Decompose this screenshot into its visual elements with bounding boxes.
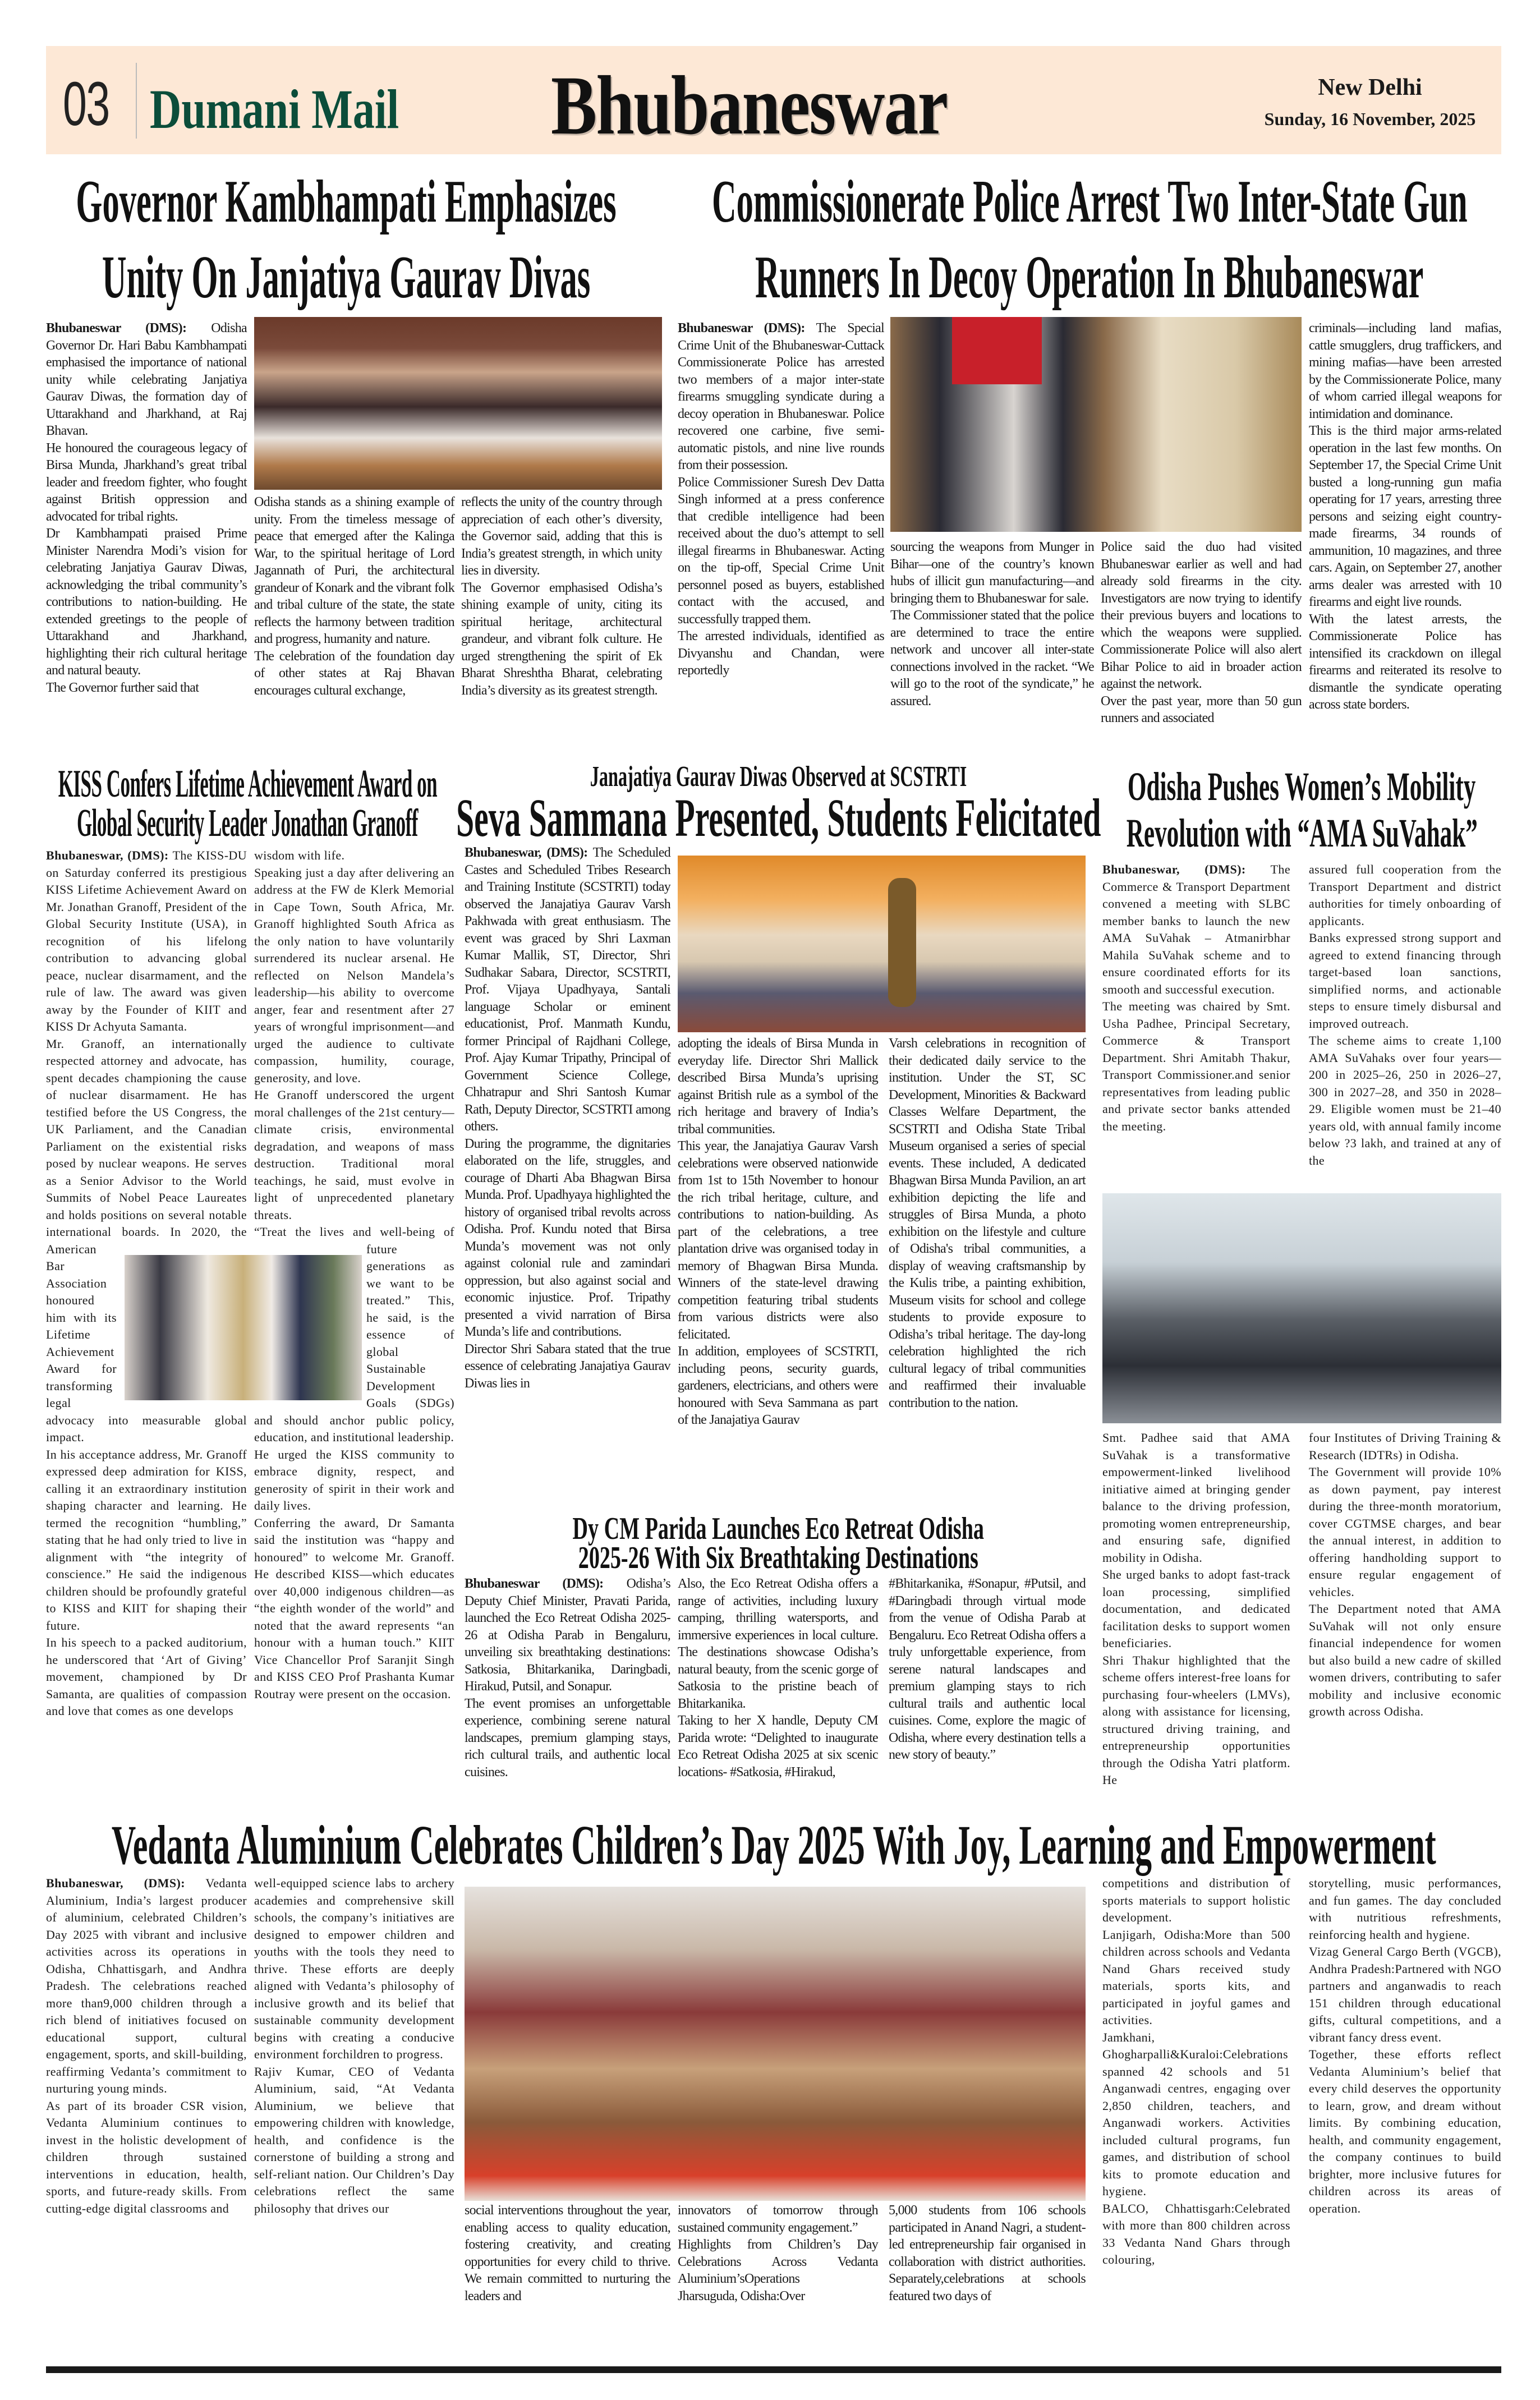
paragraph: BALCO, Chhattisgarh:Celebrated with more than 800 children across 33 Vedanta Nand Ghars through colouring, <box>1102 2201 1290 2266</box>
paragraph: In his speech to a packed auditorium, he underscored that ‘Art of Giving’ movement, championed by Dr Samanta, are qualities of compassion and love that comes as one develops <box>46 1635 247 1718</box>
paragraph: Varsh celebrations in recognition of their dedicated daily service to the institution. Under the ST, SC Development, Minorities & Backward Classes Welfare Department, the SCSTRTI and Odisha State Tribal Museum organised a series of special events. These included, A dedicated Bhagwan Birsa Munda Pavilion, an art exhibition depicting the life and struggles of Birsa Munda, a photo exhibition on the lifestyle and culture of Odisha's tribal communities, a display of weaving craftsmanship by the Kulis tribe, a painting exhibition, Museum visits for school and college students to provide exposure to Odisha’s tribal heritage. The day-long celebration highlighted the rich cultural legacy of tribal communities and reaffirmed their invaluable contribution to the nation. <box>889 1036 1086 1410</box>
paragraph: He Granoff underscored the urgent moral challenges of the 21st century—climate crisis, environmental degradation, and weapons of mass destruction. Traditional moral teachings, he said, must evolve in light of unprecedented planetary threats. <box>254 1088 454 1222</box>
paragraph: She urged banks to adopt fast-track loan processing, simplified documentation, and dedicated facilitation desks to support women beneficiaries. <box>1102 1567 1290 1650</box>
paragraph: Also, the Eco Retreat Odisha offers a range of activities, including luxury camping, thrilling watersports, and immersive experiences in local culture. The destinations showcase Odisha’s natural beauty, from the scenic gorge of Satkosia to the pristine beach of Bhitarkanika. <box>678 1576 878 1711</box>
paragraph: Jamkhani, Ghogharpalli&Kuraloi:Celebrations spanned 42 schools and 51 Anganwadi centres, engaging over 2,850 children, teachers, and Anganwadi workers. Activities included cultural programs, fun games, and distribution of school kits to promote education and hygiene. <box>1102 2030 1290 2198</box>
dateline: Bhubaneswar, (DMS): <box>465 845 588 860</box>
paragraph: Lanjigarh, Odisha:More than 500 children across schools and Vedanta Nand Ghars received study materials, sports kits, and participated in joyful games and activities. <box>1102 1927 1290 2027</box>
photo-meeting <box>1102 1193 1501 1423</box>
paragraph: The Governor emphasised Odisha’s shining example of unity, citing its spiritual heritage, architectural grandeur, and vibrant folk culture. He urged strengthening the spirit of Ek Bharat Shreshtha Bharat, celebrating India’s diversity as its greatest strength. <box>461 580 662 698</box>
article-column <box>1309 320 1501 714</box>
paragraph: Shri Thakur highlighted that the scheme offers interest-free loans for purchasing four-wheelers (LMVs), along with assistance for licensing, structured driving training, and entrepreneurship opportunities through the Odisha Yatri platform. He <box>1102 1653 1290 1787</box>
article-column <box>465 1575 670 1781</box>
article-column <box>889 1575 1086 1764</box>
paragraph: assured full cooperation from the Transport Department and district authorities for timely onboarding of applicants. <box>1309 862 1501 928</box>
paragraph: Vizag General Cargo Berth (VGCB), Andhra Pradesh:Partnered with NGO partners and anganwadis to reach 151 children through educational gifts, cultural competitions, and a vibrant fancy dress event. <box>1309 1944 1501 2044</box>
paragraph: criminals—including land mafias, cattle smugglers, drug traffickers, and mining mafias—have been arrested by the Commissionerate Police, many of whom carried illegal weapons for intimidation and dominance. <box>1309 321 1501 421</box>
paragraph: Together, these efforts reflect Vedanta Aluminium’s belief that every child deserves the opportunity to learn, grow, and dream without limits. By combining education, health, and community engagement, the company continues to build brighter, more inclusive futures for children across its areas of operation. <box>1309 2047 1501 2215</box>
paragraph: Jharsuguda, Odisha:Over <box>678 2288 805 2304</box>
paragraph: Police said the duo had visited Bhubaneswar earlier as well and had already sold firearms in the city. Investigators are now trying to identify their previous buyers and locations to which the weapons were supplied. Commissionerate Police will also alert Bihar Police to aid in broader action against the network. <box>1101 540 1302 691</box>
dateline: Bhubaneswar (DMS): <box>678 321 805 335</box>
dateline: Bhubaneswar, (DMS): <box>1102 862 1246 876</box>
paragraph: The celebration of the foundation day of other states at Raj Bhavan encourages cultural exchange, <box>254 649 454 698</box>
paragraph: “Treat the lives and well-being of future generations as we want to be treated.” This, he said, is the essence of global Sustainable Development Goals (SDGs) and should anchor public policy, education, and institutional leadership. <box>254 1225 454 1444</box>
paragraph: With the latest arrests, the Commissionerate Police has intensified its crackdown on illegal firearms and reiterated its resolve to dismantle the syndicate operating across state borders. <box>1309 612 1501 712</box>
paragraph: four Institutes of Driving Training & Research (IDTRs) in Odisha. <box>1309 1431 1501 1462</box>
headline-line-1: Odisha Pushes Women’s Mobility <box>1128 764 1476 809</box>
article-column <box>889 2202 1086 2305</box>
article-column <box>1309 1429 1501 1721</box>
paragraph: well-equipped science labs to archery academies and comprehensive skill schools, the company’s initiatives are designed to empower children and youths with the tools they need to thrive. These efforts are deeply aligned with Vedanta’s philosophy of inclusive growth and its belief that sustainable community development begins with creating a conducive environment forchildren to progress. <box>254 1876 454 2061</box>
dateline: Bhubaneswar, (DMS): <box>46 848 169 862</box>
photo-police-press-conference <box>890 317 1302 532</box>
paragraph: In addition, employees of SCSTRTI, including peons, security guards, gardeners, electricians, and others were honoured with Seva Sammana as part of the Janajatiya Gaurav <box>678 1344 878 1427</box>
headline-line-2: Global Security Leader Jonathan Granoff <box>77 802 418 845</box>
headline: Seva Sammana Presented, Students Felicitated <box>456 787 1101 848</box>
article-column <box>46 320 247 696</box>
paragraph: Banks expressed strong support and agreed to extend financing through target-based loan sanctions, simplified norms, and actionable steps to ensure timely disbursal and improved outreach. <box>1309 931 1501 1031</box>
paragraph: competitions and distribution of sports materials to support holistic development. <box>1102 1876 1290 1924</box>
page-number: 03 <box>63 70 109 139</box>
headline-line-2: Revolution with “AMA SuVahak” <box>1126 810 1478 856</box>
headline-line-1: Governor Kambhampati Emphasizes <box>76 168 617 235</box>
paragraph: Bhubaneswar (DMS): The Special Crime Unit of the Bhubaneswar-Cuttack Commissionerate Police has arrested two members of a major inter-state firearms smuggling syndicate during a decoy operation in Bhubaneswar. Police recovered one carbine, five semi-automatic pistols, and nine live rounds from their possession. <box>678 321 884 472</box>
article-column <box>461 494 662 699</box>
article-column <box>46 1875 247 2217</box>
paragraph: Dr Kambhampati praised Prime Minister Narendra Modi’s vision for celebrating Janjatiya Gaurav Diwas, acknowledging the tribal community’s contributions to nation-building. He extended greetings to the people of Uttarakhand and Jharkhand, highlighting their rich cultural heritage and natural beauty. <box>46 526 247 678</box>
article-column <box>1309 1875 1501 2217</box>
paragraph: Odisha stands as a shining example of unity. From the timeless message of peace that emerged after the Kalinga War, to the spiritual heritage of Lord Jagannath of Puri, the architectural grandeur of Konark and the vibrant folk and tribal culture of the state, the state reflects the harmony between tradition and progress, humanity and nature. <box>254 495 454 646</box>
photo-kiss-award <box>125 1255 362 1400</box>
article-column <box>254 494 454 699</box>
article-column <box>890 539 1094 710</box>
dateline: Bhubaneswar, (DMS): <box>46 1876 185 1890</box>
paragraph: Bhubaneswar, (DMS): Vedanta Aluminium, India’s largest producer of aluminium, celebrated Children’s Day 2025 with vibrant and inclusive activities across its operations in Odisha, Chhattisgarh, and Andhra Pradesh. The celebrations reached more than9,000 children through a rich blend of initiatives focused on educational support, cultural engagement, sports, and skill-building, reaffirming Vedanta’s commitment to nurturing young minds. <box>46 1876 247 2095</box>
article-column <box>678 1035 878 1429</box>
headline: Vedanta Aluminium Celebrates Children’s Day 2025 With Joy, Learning and Empowerment <box>111 1813 1436 1876</box>
paragraph: #Bhitarkanika, #Sonapur, #Putsil, and #Daringbadi through virtual mode from the venue of Odisha Parab at Bengaluru. Eco Retreat Odisha offers a truly unforgettable experience, from serene natural landscapes and premium glamping stays to rich cultural trails and authentic local cuisines. Come, explore the magic of Odisha, where every destination tells a new story of beauty.” <box>889 1576 1086 1762</box>
headline-line-2: 2025-26 With Six Breathtaking Destinations <box>578 1541 979 1575</box>
paragraph: This is the third major arms-related operation in the last few months. On September 17, the Special Crime Unit busted a long-running gun mafia operating for 17 years, arresting three persons and seizing eight country-made firearms, 34 rounds of ammunition, 10 magazines, and three cars. Again, on September 27, another arms dealer was arrested with 10 firearms and eight live rounds. <box>1309 424 1501 609</box>
paragraph: As part of its broader CSR vision, Vedanta Aluminium continues to invest in the holistic development of children through sustained interventions in education, health, sports, and future-ready skills. From cutting-edge digital classrooms and <box>46 2098 247 2215</box>
paragraph: innovators of tomorrow through sustained community engagement.” <box>678 2203 878 2235</box>
article-column <box>465 2202 670 2305</box>
article-column <box>678 2202 878 2305</box>
article-column <box>1102 861 1290 1135</box>
footer-rule <box>46 2366 1501 2373</box>
paragraph: The meeting was chaired by Smt. Usha Padhee, Principal Secretary, Commerce & Transport Department. Shri Amitabh Thakur, Transport Commissioner.and senior representatives from leading public and private sector banks attended the meeting. <box>1102 999 1290 1133</box>
dateline: Bhubaneswar (DMS): <box>465 1576 604 1591</box>
paragraph: 5,000 students from 106 schools participated in Anand Nagri, a student-led entrepreneurship fair organised in collaboration with district authorities. Separately,celebrations at schools featured two days of <box>889 2203 1086 2304</box>
paragraph: Bhubaneswar, (DMS): The Commerce & Transport Department convened a meeting with SLBC member banks to launch the new AMA SuVahak – Atmanirbhar Mahila SuVahak scheme and to ensure coordinated efforts for its smooth and successful execution. <box>1102 862 1290 996</box>
paragraph: The scheme aims to create 1,100 AMA SuVahaks over four years—200 in 2025–26, 250 in 2026–27, 300 in 2027–28, and 350 in 2028–29. Eligible women must be 21–40 years old, with annual family income below ?3 lakh, and trained at any of the <box>1309 1033 1501 1167</box>
headline-line-2: Unity On Janjatiya Gaurav Divas <box>102 244 591 311</box>
section-title: Bhubaneswar <box>551 59 948 152</box>
paragraph: Bhubaneswar (DMS): Odisha Governor Dr. Hari Babu Kambhampati emphasised the importance of national unity while celebrating Janjatiya Gaurav Diwas, the formation day of Uttarakhand and Jharkhand, at Raj Bhavan. <box>46 321 247 438</box>
paragraph: storytelling, music performances, and fun games. The day concluded with nutritious refreshments, reinforcing health and hygiene. <box>1309 1876 1501 1942</box>
headline-line-1: KISS Confers Lifetime Achievement Award on <box>58 762 437 806</box>
paragraph: Director Shri Sabara stated that the true essence of celebrating Janajatiya Gaurav Diwas lies in <box>465 1341 670 1391</box>
paragraph: Over the past year, more than 50 gun runners and associated <box>1101 693 1302 725</box>
paragraph: Speaking just a day after delivering an address at the FW de Klerk Memorial in Cape Town, South Africa, Mr. Granoff highlighted South Africa as the only nation to have voluntarily surrendered its nuclear arsenal. He reflected on Nelson Mandela’s leadership—his ability to overcome anger, fear and resentment after 27 years of wrongful imprisonment—and urged the audience to cultivate compassion, humility, courage, generosity, and love. <box>254 865 454 1085</box>
photo-governor-event <box>254 317 662 490</box>
newspaper-brand: Dumani Mail <box>150 78 399 140</box>
paragraph: The Commissioner stated that the police are determined to trace the entire network and uncover all inter-state connections involved in the racket. “We will go to the root of the syndicate,” he assured. <box>890 608 1094 709</box>
headline-line-1: Dy CM Parida Launches Eco Retreat Odisha <box>572 1511 985 1546</box>
paragraph: The Government will provide 10% as down payment, pay interest during the three-month moratorium, cover CGTMSE charges, and bear the annual interest, in addition to offering handholding support to ensure regular engagement of vehicles. <box>1309 1465 1501 1599</box>
article-column <box>465 844 670 1392</box>
paragraph: During the programme, the dignitaries elaborated on the life, struggles, and courage of Dharti Aba Bhagwan Birsa Munda. Prof. Upadhyaya highlighted the history of organised tribal revolts across Odisha. Prof. Kundu noted that Birsa Munda’s movement was not only against colonial rule and zamindari oppression, but also against social and economic injustice. Prof. Tripathy presented a vivid narration of Birsa Munda’s life and contributions. <box>465 1136 670 1339</box>
photo-scstrti-event <box>678 856 1086 1032</box>
paragraph: Taking to her X handle, Deputy CM Parida wrote: “Delighted to inaugurate Eco Retreat Odisha 2025 at six scenic locations- #Satkosia, #Hirakud, <box>678 1713 878 1780</box>
article-column <box>254 1875 454 2217</box>
paragraph: This year, the Janajatiya Gaurav Varsh celebrations were observed nationwide from 1st to 15th November to honour the rich tribal heritage, culture, and contributions to nation-building. As part of the celebrations, a tree plantation drive was organised today in memory of Bhagwan Birsa Munda. Winners of the state-level drawing competition featuring tribal students from various districts were also felicitated. <box>678 1139 878 1342</box>
paragraph: reflects the unity of the country through appreciation of each other’s diversity, the Governor said, adding that this is India’s greatest strength, in which unity lies in diversity. <box>461 495 662 578</box>
kicker: Janajatiya Gaurav Diwas Observed at SCSTRTI <box>590 760 967 793</box>
paragraph: Bhubaneswar (DMS): Odisha’s Deputy Chief Minister, Pravati Parida, launched the Eco Retreat Odisha 2025-26 at Odisha Parab in Bengaluru, unveiling six breathtaking destinations: Satkosia, Bhitarkanika, Daringbadi, Hirakud, Putsil, and Sonapur. <box>465 1576 670 1694</box>
photo-childrens-day <box>465 1887 1086 2201</box>
paragraph: The Department noted that AMA SuVahak will not only ensure financial independence for women but also build a new cadre of skilled women drivers, contributing to safer mobility and inclusive economic growth across Odisha. <box>1309 1602 1501 1718</box>
paragraph: Highlights from Children’s Day Celebrations Across Vedanta Aluminium’sOperations <box>678 2237 878 2286</box>
paragraph: Rajiv Kumar, CEO of Vedanta Aluminium, said, “At Vedanta Aluminium, we believe that empowering children with knowledge, health, and confidence is the cornerstone of building a strong and self-reliant nation. Our Children’s Day celebrations reflect the same philosophy that drives our <box>254 2064 454 2215</box>
paragraph: The Governor further said that <box>46 680 199 695</box>
paragraph: Police Commissioner Suresh Dev Datta Singh informed at a press conference that credible intelligence had been received about the duo’s attempt to sell illegal firearms in Bhubaneswar. Acting on the tip-off, Special Crime Unit personnel posed as buyers, established contact with the accused, and successfully trapped them. <box>678 475 884 627</box>
article-column <box>889 1035 1086 1412</box>
paragraph: adopting the ideals of Birsa Munda in everyday life. Director Shri Mallick described Birsa Munda’s uprising against British rule as a symbol of the rich heritage and bravery of India’s tribal communities. <box>678 1036 878 1137</box>
headline-line-1: Commissionerate Police Arrest Two Inter-State Gun <box>711 168 1468 235</box>
paragraph: Conferring the award, Dr Samanta said the institution was “happy and honoured” to welcome Mr. Granoff. He described KISS—which educates over 40,000 indigenous children—as “the eighth wonder of the world” and noted that the award represents “an honour with a human touch.” KIIT Vice Chancellor Prof Saranjit Singh and KISS CEO Prof Prashanta Kumar Routray were present on the occasion. <box>254 1515 454 1701</box>
seized-weapons-photo <box>952 317 1042 384</box>
article-column <box>1101 539 1302 727</box>
birsa-munda-statue <box>888 878 916 1007</box>
paragraph: The event promises an unforgettable experience, combining serene natural landscapes, premium glamping stays, rich cultural trails, and authentic local cuisines. <box>465 1696 670 1780</box>
article-column <box>1309 861 1501 1169</box>
paragraph: Bhubaneswar, (DMS): The Scheduled Castes and Scheduled Tribes Research and Training Institute (SCSTRTI) today observed the Janajatiya Gaurav Varsh Pakhwada with great enthusiasm. The event was graced by Shri Laxman Kumar Mallik, ST, Director, Shri Sudhakar Sabara, Director, SCSTRTI, Prof. Vijaya Upadhyaya, Santali language Scholar or eminent educationist, Prof. Manmath Kundu, former Principal of Rajdhani College, Prof. Ajay Kumar Tripathy, Principal of Government Science College, Chhatrapur and Shri Santosh Kumar Rath, Deputy Director, SCSTRTI among others. <box>465 845 670 1134</box>
paragraph: Mr. Granoff, an internationally respected attorney and advocate, has spent decades championing the cause of nuclear disarmament. He has testified before the US Congress, the UK Parliament, and the Canadian Parliament on the existential risks posed by nuclear weapons. He serves as a Senior Advisor to the World Summits of Nobel Peace Laureates and holds positions on several notable international boards. In 2020, the American Bar Association honoured him with its Lifetime Achievement Award for transforming legal advocacy into measurable global impact. <box>46 1036 247 1444</box>
paragraph: Bhubaneswar, (DMS): The KISS-DU on Saturday conferred its prestigious KISS Lifetime Achievement Award on Mr. Jonathan Granoff, President of the Global Security Institute (USA), in recognition of his lifelong contribution to advancing global peace, nuclear disarmament, and the rule of law. The award was given away by the Founder of KIIT and KISS Dr Achyuta Samanta. <box>46 848 247 1033</box>
article-column <box>1102 1875 1290 2269</box>
masthead <box>46 46 1501 154</box>
paragraph: The arrested individuals, identified as Divyanshu and Chandan, were reportedly <box>678 629 884 678</box>
article-column <box>1102 1429 1290 1789</box>
paragraph: sourcing the weapons from Munger in Bihar—one of the country’s known hubs of illicit gun manufacturing—and bringing them to Bhubaneswar for sale. <box>890 540 1094 606</box>
edition: New Delhi <box>1318 75 1422 100</box>
article-column <box>678 320 884 679</box>
paragraph: wisdom with life. <box>254 848 345 862</box>
masthead-divider <box>136 63 137 139</box>
paragraph: In his acceptance address, Mr. Granoff expressed deep admiration for KISS, calling it an extraordinary institution shaping character and learning. He termed the recognition “humbling,” stating that he had only tried to live in alignment with “the integrity of conscience.” He said the indigenous children should be profoundly grateful to KISS and KIIT for shaping their future. <box>46 1447 247 1633</box>
paragraph: Smt. Padhee said that AMA SuVahak is a transformative empowerment-linked livelihood initiative aimed at bringing gender balance to the driving profession, promoting women entrepreneurship, and ensuring safe, dignified mobility in Odisha. <box>1102 1431 1290 1565</box>
issue-date: Sunday, 16 November, 2025 <box>1264 109 1476 129</box>
dateline: Bhubaneswar (DMS): <box>46 321 187 335</box>
headline-line-2: Runners In Decoy Operation In Bhubaneswar <box>755 244 1424 311</box>
article-column <box>678 1575 878 1781</box>
paragraph: He urged the KISS community to embrace dignity, respect, and generosity of spirit in their work and daily lives. <box>254 1447 454 1512</box>
paragraph: social interventions throughout the year, enabling access to quality education, fostering creativity, and creating opportunities for every child to thrive. We remain committed to nurturing the leaders and <box>465 2203 670 2304</box>
paragraph: He honoured the courageous legacy of Birsa Munda, Jharkhand’s great tribal leader and freedom fighter, who fought against British oppression and advocated for tribal rights. <box>46 440 247 524</box>
